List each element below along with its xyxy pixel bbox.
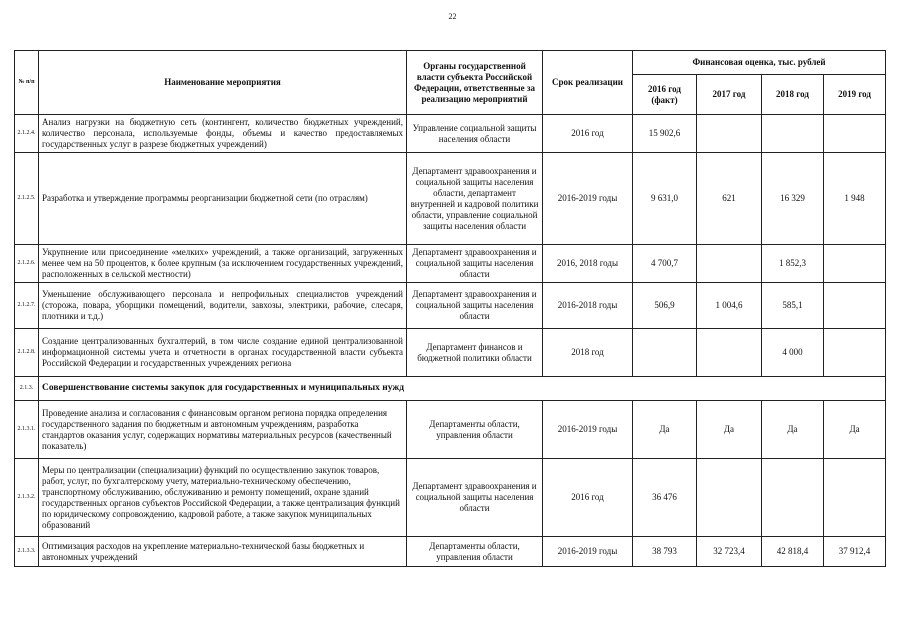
row-number: 2.1.2.8.	[15, 329, 39, 377]
value-2019	[824, 115, 886, 153]
term: 2018 год	[543, 329, 633, 377]
responsible-org: Департамент здравоохранения и социальной защиты населения области	[407, 283, 543, 329]
header-2019: 2019 год	[824, 75, 886, 115]
measure-name: Создание централизованных бухгалтерий, в том числе создание единой централизованной информационной системы учета и отчетности в органах государственной власти субъекта Российской Федерации и государственных учреждениях региона	[39, 329, 407, 377]
value-2018: 1 852,3	[762, 245, 824, 283]
value-2019: 37 912,4	[824, 537, 886, 567]
term: 2016-2018 годы	[543, 283, 633, 329]
value-2016: 15 902,6	[633, 115, 697, 153]
term: 2016, 2018 годы	[543, 245, 633, 283]
responsible-org: Департамент здравоохранения и социальной защиты населения области	[407, 459, 543, 537]
row-number: 2.1.2.6.	[15, 245, 39, 283]
measure-name: Меры по централизации (специализации) функций по осуществлению закупок товаров, работ, услуг, по бухгалтерскому учету, материально-техническому обеспечению, транспортному обслуживанию, обслуживанию и ремонту помещений, охране зданий государственных органов субъектов Российской Федерации, а также централизация функций по юридическому сопровождению, кадровой работе, а также закупок муниципальных образований	[39, 459, 407, 537]
measure-name: Проведение анализа и согласования с финансовым органом региона порядка определения государственного задания по бюджетным и автономным учреждениям, разработка стандартов оказания услуг, содержащих нормативы материальных ресурсов (качественный показатель)	[39, 401, 407, 459]
measure-name: Оптимизация расходов на укрепление материально-технической базы бюджетных и автономных учреждений	[39, 537, 407, 567]
header-2016: 2016 год (факт)	[633, 75, 697, 115]
measures-table	[14, 50, 886, 567]
header-num: № п/п	[15, 51, 39, 115]
responsible-org: Департамент финансов и бюджетной политики области	[407, 329, 543, 377]
value-2016: Да	[633, 401, 697, 459]
value-2016: 38 793	[633, 537, 697, 567]
value-2018	[762, 459, 824, 537]
responsible-org: Департамент здравоохранения и социальной защиты населения области, департамент внутренней и кадровой политики области, управление социальной защиты населения области	[407, 153, 543, 245]
term: 2016 год	[543, 459, 633, 537]
term: 2016 год	[543, 115, 633, 153]
header-org: Органы государственной власти субъекта Российской Федерации, ответственные за реализацию мероприятий	[407, 51, 543, 115]
responsible-org: Департаменты области, управления области	[407, 401, 543, 459]
value-2018: 4 000	[762, 329, 824, 377]
value-2019: Да	[824, 401, 886, 459]
row-number: 2.1.3.1.	[15, 401, 39, 459]
measure-name: Укрупнение или присоединение «мелких» учреждений, а также организаций, загруженных менее чем на 50 процентов, к более крупным (за исключением государственных учреждений, расположенных в сельской местности)	[39, 245, 407, 283]
page-number: 22	[448, 12, 457, 21]
value-2017: 621	[697, 153, 762, 245]
term: 2016-2019 годы	[543, 401, 633, 459]
value-2016: 506,9	[633, 283, 697, 329]
value-2017	[697, 245, 762, 283]
row-number: 2.1.3.3.	[15, 537, 39, 567]
responsible-org: Департаменты области, управления области	[407, 537, 543, 567]
measure-name: Разработка и утверждение программы реорганизации бюджетной сети (по отраслям)	[39, 153, 407, 245]
header-2018: 2018 год	[762, 75, 824, 115]
measure-name: Анализ нагрузки на бюджетную сеть (контингент, количество бюджетных учреждений, количество персонала, используемые фонды, объемы и качество предоставляемых государственных услуг в разрезе бюджетных учреждений)	[39, 115, 407, 153]
term: 2016-2019 годы	[543, 153, 633, 245]
value-2017: 32 723,4	[697, 537, 762, 567]
table-row	[15, 153, 886, 245]
value-2018: Да	[762, 401, 824, 459]
section-row	[15, 377, 886, 401]
value-2016: 36 476	[633, 459, 697, 537]
value-2019	[824, 329, 886, 377]
section-title: Совершенствование системы закупок для государственных и муниципальных нужд	[39, 377, 886, 401]
value-2018: 42 818,4	[762, 537, 824, 567]
header-term: Срок реализации	[543, 51, 633, 115]
table-row	[15, 459, 886, 537]
value-2017: 1 004,6	[697, 283, 762, 329]
row-number: 2.1.2.4.	[15, 115, 39, 153]
table-row	[15, 283, 886, 329]
value-2016: 4 700,7	[633, 245, 697, 283]
table-row	[15, 115, 886, 153]
value-2018: 585,1	[762, 283, 824, 329]
row-number: 2.1.2.7.	[15, 283, 39, 329]
value-2017	[697, 115, 762, 153]
header-name: Наименование мероприятия	[39, 51, 407, 115]
header-2017: 2017 год	[697, 75, 762, 115]
table-row	[15, 537, 886, 567]
value-2019	[824, 283, 886, 329]
table-row	[15, 245, 886, 283]
value-2018	[762, 115, 824, 153]
value-2016: 9 631,0	[633, 153, 697, 245]
row-number: 2.1.3.2.	[15, 459, 39, 537]
value-2019	[824, 245, 886, 283]
term: 2016-2019 годы	[543, 537, 633, 567]
responsible-org: Управление социальной защиты населения области	[407, 115, 543, 153]
value-2018: 16 329	[762, 153, 824, 245]
measure-name: Уменьшение обслуживающего персонала и непрофильных специалистов учреждений (сторожа, повара, уборщики помещений, водители, завхозы, электрики, рабочие, слесаря, плотники и т.д.)	[39, 283, 407, 329]
section-number: 2.1.3.	[15, 377, 39, 401]
responsible-org: Департамент здравоохранения и социальной защиты населения области	[407, 245, 543, 283]
row-number: 2.1.2.5.	[15, 153, 39, 245]
value-2017	[697, 459, 762, 537]
value-2017: Да	[697, 401, 762, 459]
value-2019: 1 948	[824, 153, 886, 245]
table-row	[15, 401, 886, 459]
value-2017	[697, 329, 762, 377]
header-finance: Финансовая оценка, тыс. рублей	[633, 51, 886, 75]
value-2019	[824, 459, 886, 537]
table-row	[15, 329, 886, 377]
value-2016	[633, 329, 697, 377]
